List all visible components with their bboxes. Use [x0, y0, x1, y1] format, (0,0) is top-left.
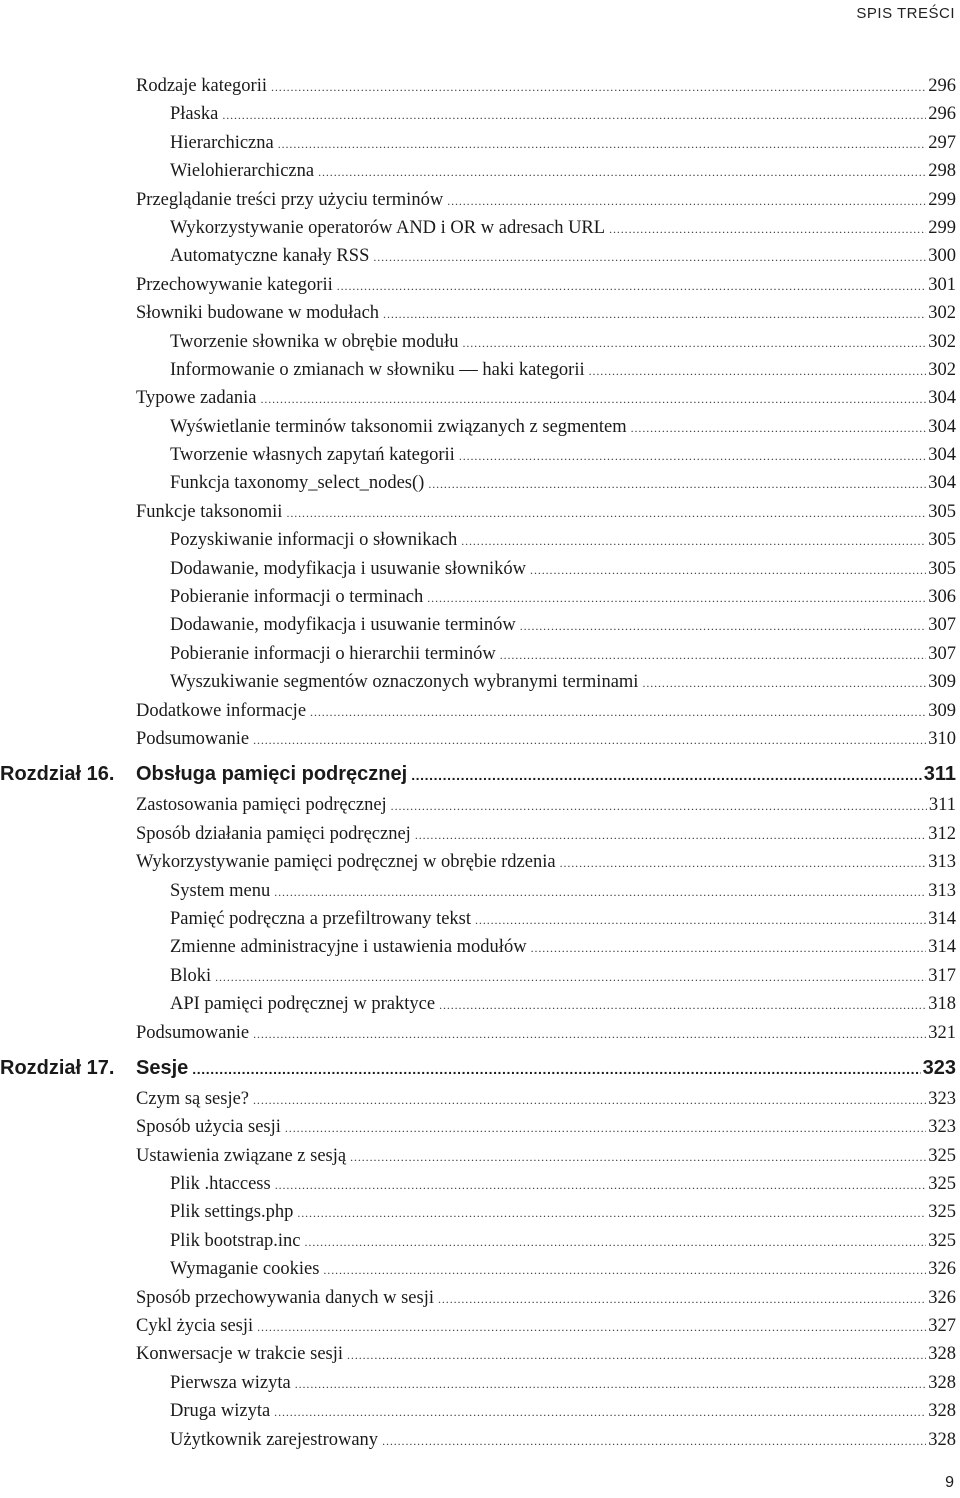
dot-leader — [295, 1370, 927, 1398]
toc-subentry — [170, 877, 956, 905]
toc-subentry — [170, 100, 956, 128]
entry-title: Sposób użycia sesji — [136, 1117, 281, 1138]
dot-leader — [530, 556, 926, 584]
toc-subentry — [170, 526, 956, 554]
dot-leader — [560, 849, 927, 877]
entry-title: Wymaganie cookies — [170, 1259, 320, 1280]
entry-page-number: 311 — [928, 795, 956, 816]
dot-leader — [253, 1086, 926, 1114]
entry-title: Płaska — [170, 104, 219, 125]
dot-leader — [285, 1114, 926, 1142]
entry-title: Funkcja taxonomy_select_nodes() — [170, 473, 425, 494]
entry-page-number: 314 — [928, 908, 956, 929]
entry-page-number: 323 — [922, 1056, 956, 1079]
dot-leader — [415, 821, 926, 849]
entry-page-number: 328 — [928, 1401, 956, 1422]
entry-title: Typowe zadania — [136, 388, 257, 409]
toc-entry — [136, 1340, 956, 1368]
dot-leader — [274, 878, 926, 906]
entry-title: Przeglądanie treści przy użyciu terminów — [136, 189, 444, 210]
toc-subentry — [170, 990, 956, 1018]
entry-title: Pobieranie informacji o terminach — [170, 587, 424, 608]
entry-title: Czym są sesje? — [136, 1088, 250, 1109]
entry-page-number: 313 — [928, 852, 956, 873]
entry-title: Dodawanie, modyfikacja i usuwanie terminów — [170, 615, 516, 636]
entry-page-number: 305 — [928, 530, 956, 551]
entry-title: Tworzenie własnych zapytań kategorii — [170, 445, 455, 466]
toc-subentry — [170, 1369, 956, 1397]
entry-title: Zmienne administracyjne i ustawienia modułów — [170, 937, 527, 958]
entry-title: Plik .htaccess — [170, 1174, 271, 1195]
entry-page-number: 311 — [923, 763, 956, 786]
entry-page-number: 323 — [928, 1117, 956, 1138]
entry-title: Wyświetlanie terminów taksonomii związanych z segmentem — [170, 416, 627, 437]
entry-title: System menu — [170, 880, 271, 901]
dot-leader — [271, 73, 926, 101]
dot-leader — [350, 1143, 926, 1171]
entry-page-number: 304 — [928, 473, 956, 494]
dot-leader — [589, 357, 927, 385]
toc-subentry — [170, 1426, 956, 1454]
entry-title: Bloki — [170, 965, 212, 986]
entry-title: Podsumowanie — [136, 1022, 250, 1043]
toc-subentry — [170, 905, 956, 933]
dot-leader — [382, 1427, 926, 1455]
entry-page-number: 314 — [928, 937, 956, 958]
entry-page-number: 306 — [928, 587, 956, 608]
dot-leader — [297, 1199, 926, 1227]
toc-subentry — [170, 640, 956, 668]
entry-page-number: 323 — [928, 1088, 956, 1109]
toc-entry — [136, 384, 956, 412]
toc-subentry — [170, 668, 956, 696]
entry-page-number: 328 — [928, 1372, 956, 1393]
entry-title: Informowanie o zmianach w słowniku — haki kategorii — [170, 359, 585, 380]
entry-page-number: 318 — [928, 994, 956, 1015]
entry-page-number: 305 — [928, 558, 956, 579]
toc-entry — [136, 725, 956, 753]
entry-title: API pamięci podręcznej w praktyce — [170, 994, 436, 1015]
entry-title: Konwersacje w trakcie sesji — [136, 1344, 344, 1365]
toc-entry — [136, 697, 956, 725]
toc-subentry — [170, 1255, 956, 1283]
entry-page-number: 302 — [928, 303, 956, 324]
entry-title: Plik bootstrap.inc — [170, 1230, 301, 1251]
entry-page-number: 326 — [928, 1287, 956, 1308]
toc-entry — [136, 1142, 956, 1170]
toc-subentry — [170, 413, 956, 441]
toc-subentry — [170, 356, 956, 384]
dot-leader — [253, 726, 926, 754]
entry-title: Druga wizyta — [170, 1401, 271, 1422]
dot-leader — [275, 1171, 927, 1199]
toc-subentry — [170, 441, 956, 469]
chapter-heading — [0, 757, 956, 791]
toc-entry — [136, 1284, 956, 1312]
entry-title: Użytkownik zarejestrowany — [170, 1429, 379, 1450]
toc-subentry — [170, 129, 956, 157]
dot-leader — [286, 499, 926, 527]
entry-page-number: 313 — [928, 880, 956, 901]
entry-page-number: 321 — [928, 1022, 956, 1043]
entry-page-number: 325 — [928, 1145, 956, 1166]
entry-page-number: 304 — [928, 445, 956, 466]
entry-title: Tworzenie słownika w obrębie modułu — [170, 331, 459, 352]
entry-page-number: 310 — [928, 728, 956, 749]
entry-page-number: 298 — [928, 161, 956, 182]
entry-page-number: 307 — [928, 643, 956, 664]
entry-title: Podsumowanie — [136, 728, 250, 749]
page-number: 9 — [945, 1474, 954, 1491]
entry-title: Funkcje taksonomii — [136, 501, 283, 522]
toc-subentry — [170, 157, 956, 185]
entry-title: Sposób przechowywania danych w sesji — [136, 1287, 434, 1308]
dot-leader — [462, 329, 926, 357]
entry-page-number: 326 — [928, 1259, 956, 1280]
dot-leader — [260, 385, 926, 413]
entry-title: Przechowywanie kategorii — [136, 274, 333, 295]
dot-leader — [411, 758, 922, 792]
dot-leader — [373, 243, 926, 271]
entry-title: Wykorzystywanie pamięci podręcznej w obrębie rdzenia — [136, 852, 556, 873]
entry-page-number: 307 — [928, 615, 956, 636]
entry-title: Wyszukiwanie segmentów oznaczonych wybranymi terminami — [170, 672, 639, 693]
entry-title: Sposób działania pamięci podręcznej — [136, 823, 411, 844]
dot-leader — [323, 1256, 926, 1284]
entry-page-number: 304 — [928, 388, 956, 409]
toc-subentry — [170, 583, 956, 611]
dot-leader — [253, 1020, 926, 1048]
entry-title: Dodatkowe informacje — [136, 700, 307, 721]
entry-title: Sesje — [136, 1056, 189, 1079]
toc-subentry — [170, 1170, 956, 1198]
toc-entry — [136, 791, 956, 819]
entry-title: Rodzaje kategorii — [136, 76, 267, 96]
dot-leader — [500, 641, 927, 669]
chapter-label: Rozdział 16. — [0, 763, 115, 786]
toc-entry — [136, 820, 956, 848]
dot-leader — [318, 158, 926, 186]
entry-title: Cykl życia sesji — [136, 1316, 254, 1337]
toc-subentry — [170, 962, 956, 990]
entry-page-number: 328 — [928, 1344, 956, 1365]
dot-leader — [447, 187, 926, 215]
entry-title: Wielohierarchiczna — [170, 161, 315, 182]
entry-page-number: 299 — [928, 217, 956, 238]
toc-subentry — [170, 469, 956, 497]
dot-leader — [347, 1341, 926, 1369]
dot-leader — [520, 612, 927, 640]
entry-title: Automatyczne kanały RSS — [170, 246, 370, 267]
toc-entry — [136, 1019, 956, 1047]
entry-title: Wykorzystywanie operatorów AND i OR w adresach URL — [170, 217, 606, 238]
toc-subentry — [170, 611, 956, 639]
dot-leader — [475, 906, 926, 934]
entry-title: Dodawanie, modyfikacja i usuwanie słowników — [170, 558, 527, 579]
entry-page-number: 312 — [928, 823, 956, 844]
entry-page-number: 309 — [928, 700, 956, 721]
toc-subentry — [170, 328, 956, 356]
toc-entry — [136, 1312, 956, 1340]
dot-leader — [305, 1228, 927, 1256]
entry-page-number: 325 — [928, 1230, 956, 1251]
entry-title: Pozyskiwanie informacji o słownikach — [170, 530, 458, 551]
entry-title: Hierarchiczna — [170, 132, 274, 153]
dot-leader — [337, 272, 927, 300]
dot-leader — [459, 442, 926, 470]
entry-title: Obsługa pamięci podręcznej — [136, 763, 408, 786]
toc-subentry — [170, 933, 956, 961]
table-of-contents — [0, 72, 960, 1454]
entry-page-number: 305 — [928, 501, 956, 522]
toc-entry — [136, 299, 956, 327]
entry-page-number: 296 — [928, 76, 956, 96]
entry-page-number: 328 — [928, 1429, 956, 1450]
toc-entry — [136, 498, 956, 526]
entry-title: Ustawienia związane z sesją — [136, 1145, 347, 1166]
toc-subentry — [170, 1227, 956, 1255]
running-head: SPIS TREŚCI — [856, 5, 955, 22]
dot-leader — [438, 1285, 926, 1313]
entry-page-number: 309 — [928, 672, 956, 693]
entry-page-number: 296 — [928, 104, 956, 125]
entry-title: Pierwsza wizyta — [170, 1372, 291, 1393]
dot-leader — [274, 1398, 926, 1426]
toc-entry — [136, 1113, 956, 1141]
dot-leader — [257, 1313, 926, 1341]
chapter-heading — [0, 1051, 956, 1085]
dot-leader — [383, 300, 926, 328]
dot-leader — [310, 698, 926, 726]
entry-page-number: 301 — [928, 274, 956, 295]
dot-leader — [609, 215, 926, 243]
entry-title: Pobieranie informacji o hierarchii terminów — [170, 643, 496, 664]
entry-page-number: 299 — [928, 189, 956, 210]
entry-page-number: 317 — [928, 965, 956, 986]
dot-leader — [391, 792, 927, 820]
dot-leader — [428, 470, 926, 498]
dot-leader — [222, 101, 926, 129]
dot-leader — [427, 584, 926, 612]
entry-page-number: 325 — [928, 1174, 956, 1195]
entry-title: Pamięć podręczna a przefiltrowany tekst — [170, 908, 472, 929]
entry-page-number: 304 — [928, 416, 956, 437]
dot-leader — [439, 991, 926, 1019]
entry-page-number: 325 — [928, 1202, 956, 1223]
dot-leader — [461, 527, 926, 555]
entry-page-number: 302 — [928, 331, 956, 352]
dot-leader — [642, 669, 926, 697]
entry-page-number: 302 — [928, 359, 956, 380]
toc-subentry — [170, 1397, 956, 1425]
toc-subentry — [170, 214, 956, 242]
toc-entry — [136, 72, 956, 100]
entry-title: Plik settings.php — [170, 1202, 294, 1223]
toc-entry — [136, 1085, 956, 1113]
dot-leader — [192, 1052, 920, 1086]
toc-entry — [136, 271, 956, 299]
entry-page-number: 300 — [928, 246, 956, 267]
dot-leader — [531, 934, 927, 962]
toc-subentry — [170, 555, 956, 583]
chapter-label: Rozdział 17. — [0, 1056, 115, 1079]
entry-page-number: 297 — [928, 132, 956, 153]
dot-leader — [631, 414, 927, 442]
entry-title: Słowniki budowane w modułach — [136, 303, 380, 324]
toc-entry — [136, 848, 956, 876]
toc-subentry — [170, 242, 956, 270]
toc-entry — [136, 186, 956, 214]
dot-leader — [278, 130, 927, 158]
dot-leader — [215, 963, 926, 991]
toc-subentry — [170, 1198, 956, 1226]
entry-title: Zastosowania pamięci podręcznej — [136, 795, 387, 816]
entry-page-number: 327 — [928, 1316, 956, 1337]
